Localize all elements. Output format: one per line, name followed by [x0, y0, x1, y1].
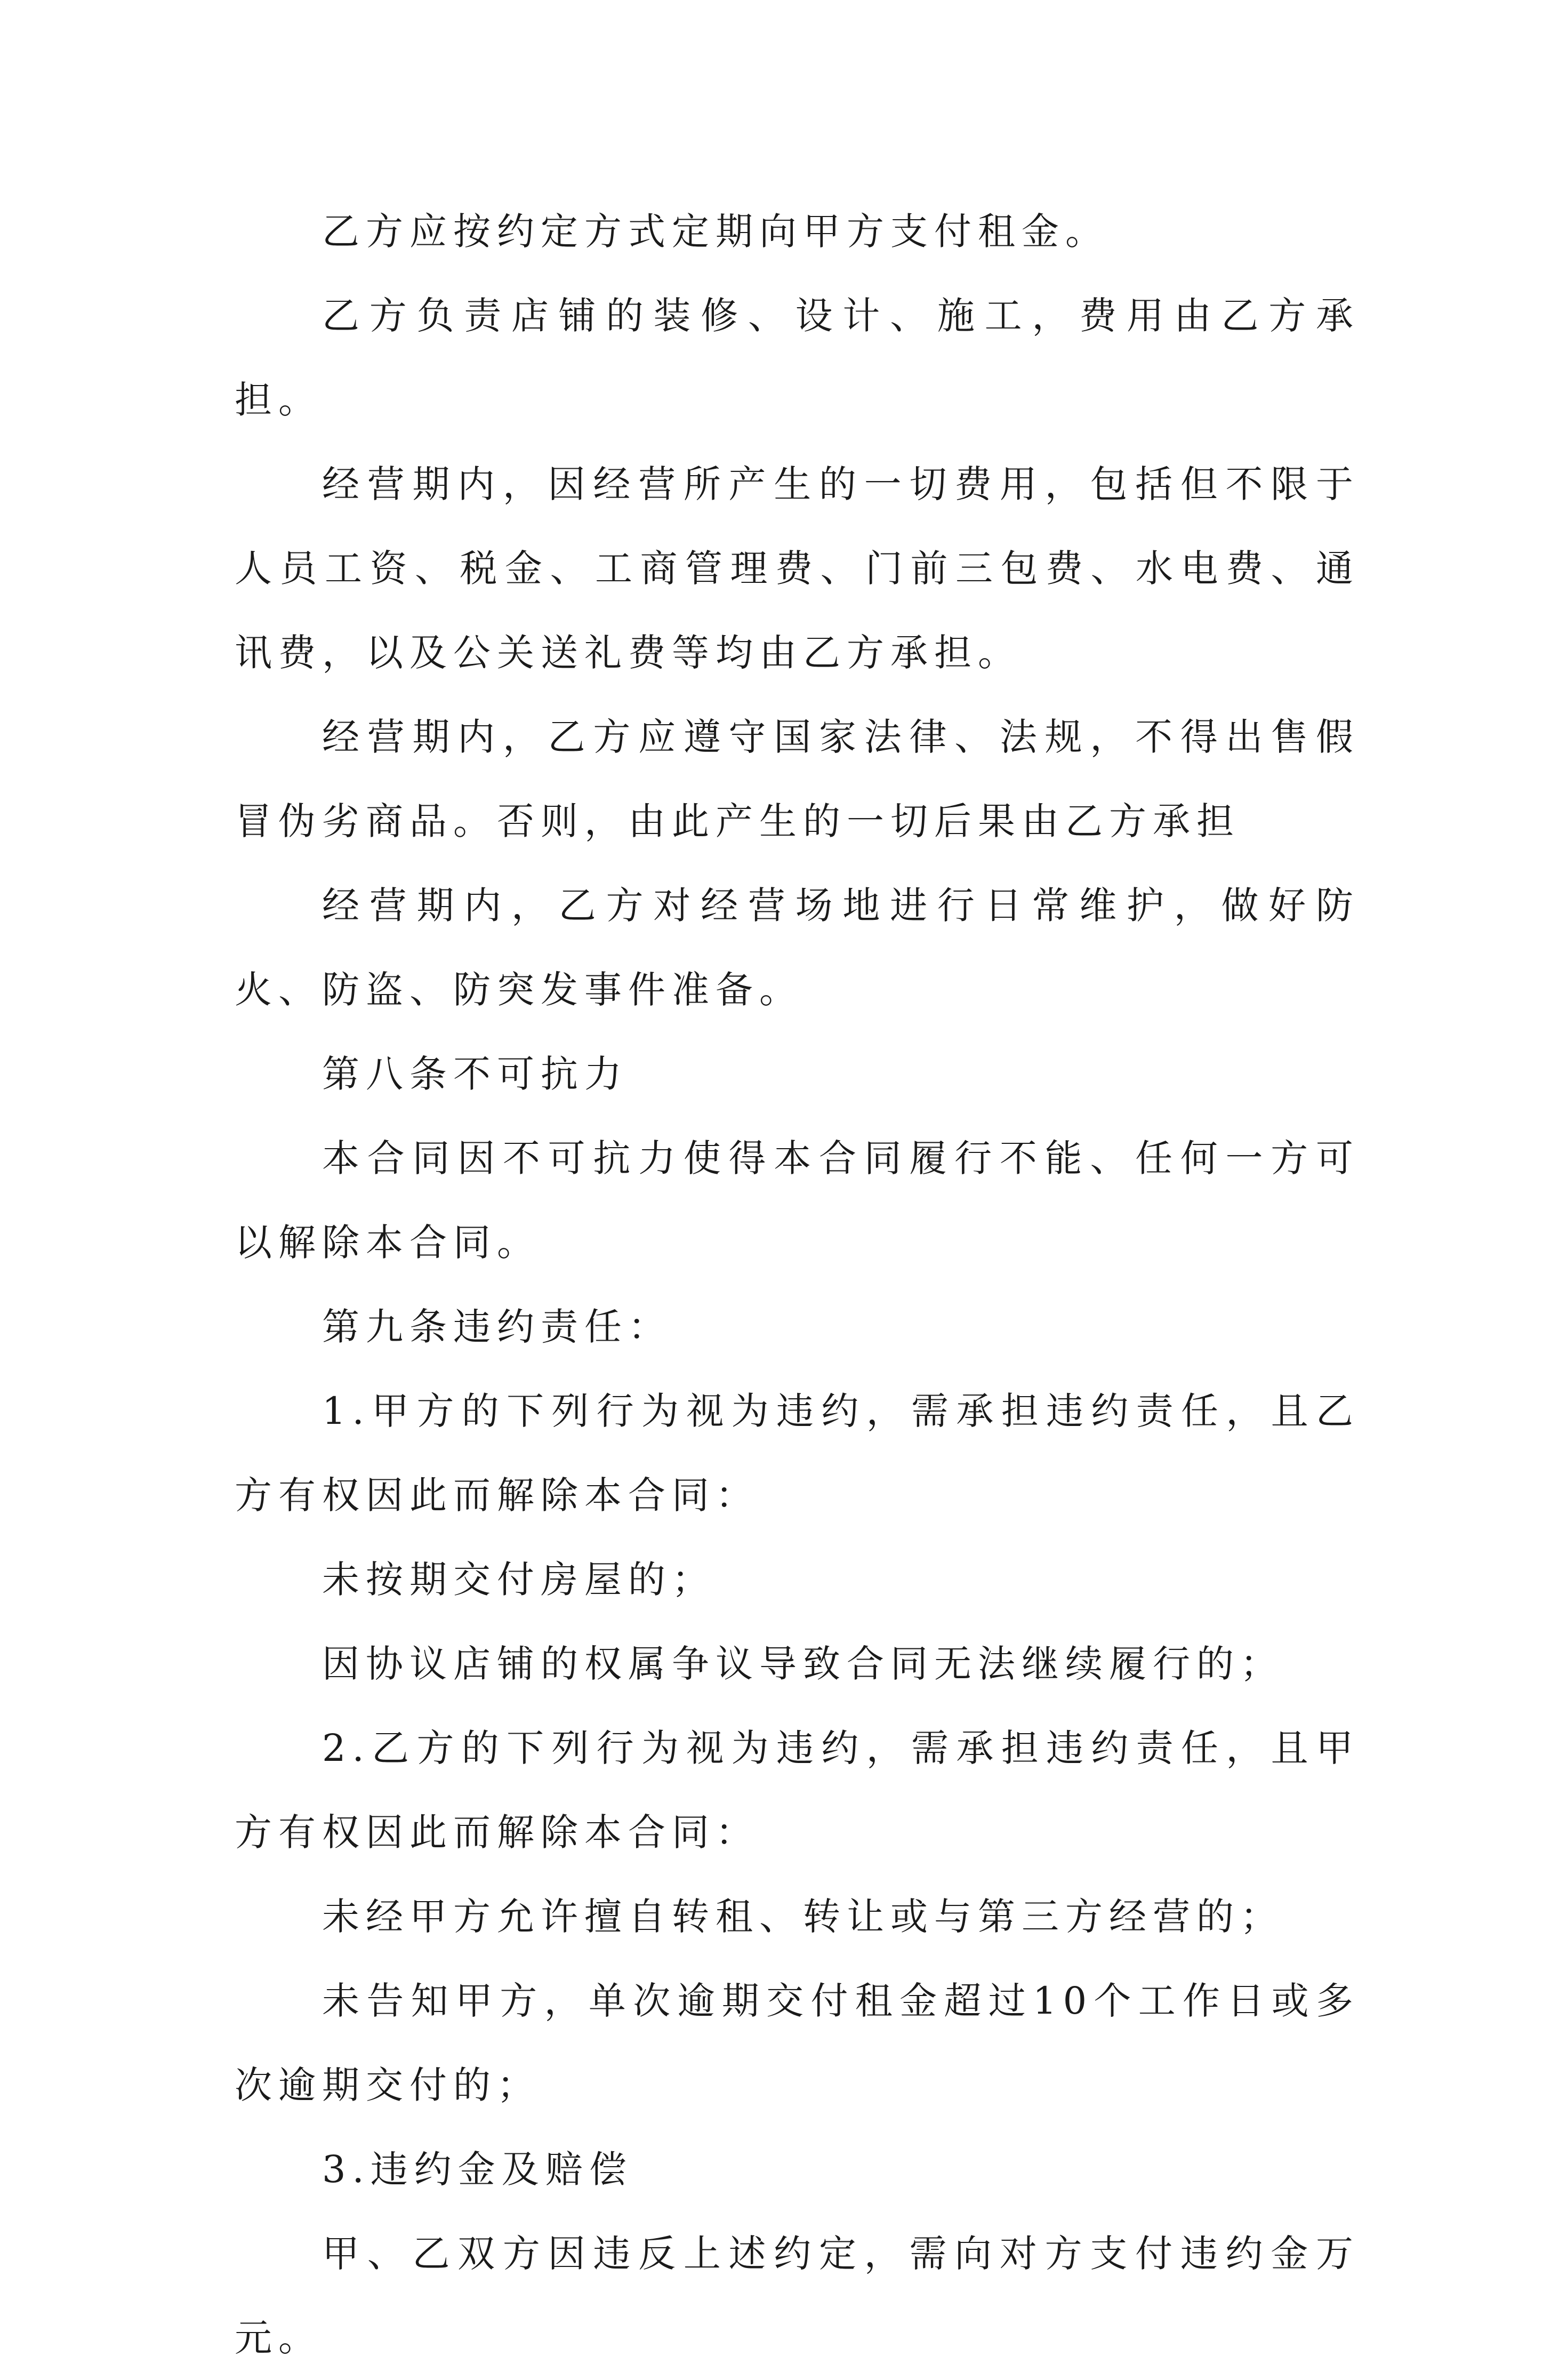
paragraph-legal-compliance: 经营期内，乙方应遵守国家法律、法规，不得出售假冒伪劣商品。否则，由此产生的一切后果由乙方承担 — [235, 715, 1360, 843]
paragraph-decoration: 乙方负责店铺的装修、设计、施工，费用由乙方承担。 — [235, 294, 1360, 422]
heading-penalty: 3.违约金及赔偿 — [322, 2147, 633, 2191]
list-item-late-rent: 未告知甲方，单次逾期交付租金超过10个工作日或多次逾期交付的； — [235, 1979, 1360, 2107]
paragraph-operating-costs: 经营期内，因经营所产生的一切费用，包括但不限于人员工资、税金、工商管理费、门前三包费、水电费、通讯费，以及公关送礼费等均由乙方承担。 — [235, 462, 1360, 675]
paragraph-penalty-amount: 甲、乙双方因违反上述约定，需向对方支付违约金万元。 — [235, 2232, 1360, 2360]
paragraph-party-a-breach: 1.甲方的下列行为视为违约，需承担违约责任，且乙方有权因此而解除本合同： — [235, 1389, 1360, 1517]
paragraph-party-b-breach: 2.乙方的下列行为视为违约，需承担违约责任，且甲方有权因此而解除本合同： — [235, 1726, 1360, 1854]
list-item-late-delivery: 未按期交付房屋的； — [322, 1558, 716, 1601]
list-item-ownership-dispute: 因协议店铺的权属争议导致合同无法继续履行的； — [322, 1642, 1284, 1686]
paragraph-force-majeure: 本合同因不可抗力使得本合同履行不能、任何一方可以解除本合同。 — [235, 1136, 1360, 1264]
document-body — [235, 189, 1360, 2380]
list-item-unauthorized-sublease: 未经甲方允许擅自转租、转让或与第三方经营的； — [322, 1895, 1284, 1938]
heading-article-8: 第八条不可抗力 — [322, 1052, 628, 1096]
heading-article-9: 第九条违约责任： — [322, 1305, 672, 1349]
paragraph-rent-payment: 乙方应按约定方式定期向甲方支付租金。 — [322, 210, 1109, 253]
paragraph-maintenance: 经营期内，乙方对经营场地进行日常维护，做好防火、防盗、防突发事件准备。 — [235, 884, 1360, 1012]
